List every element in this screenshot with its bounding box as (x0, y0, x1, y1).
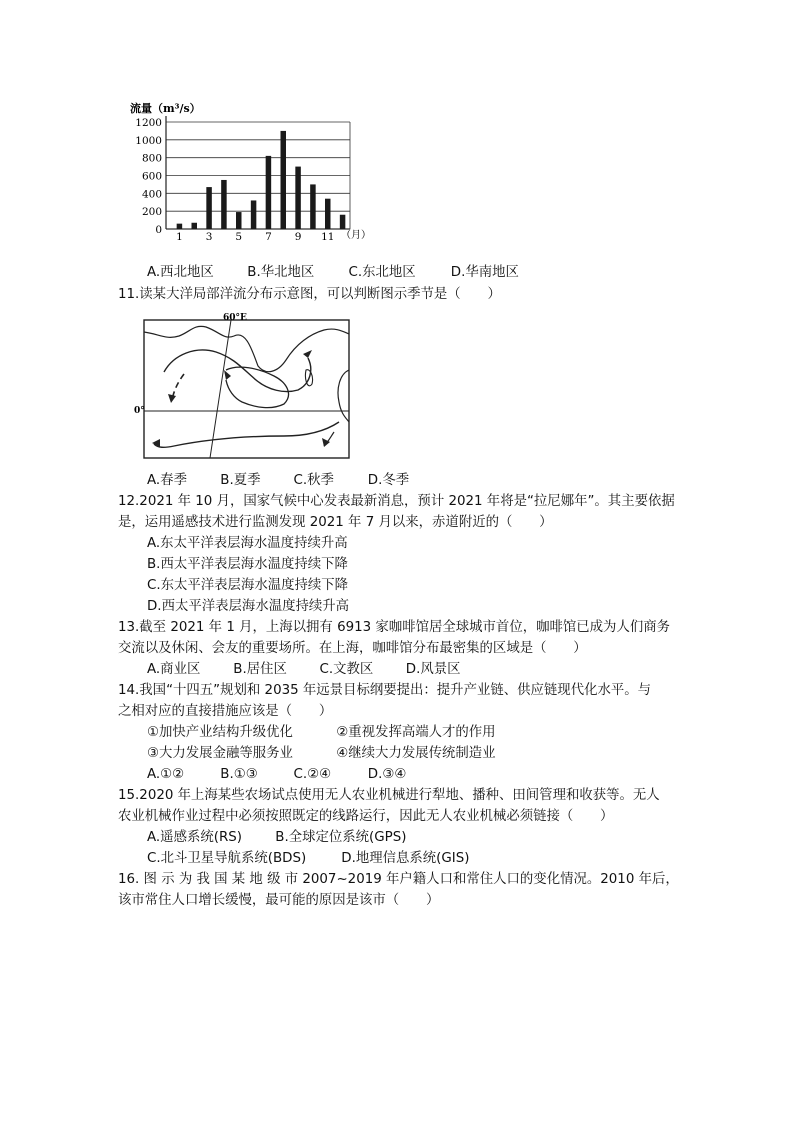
q10-option-b[interactable]: B.华北地区 (247, 265, 315, 280)
q16-stem-line2: 该市常住人口增长缓慢，最可能的原因是该市（ ） (118, 893, 440, 908)
y-tick-label: 400 (141, 188, 162, 201)
x-tick-label: 7 (265, 231, 272, 243)
q14-items-row2 (147, 743, 496, 764)
q15-options-row1 (147, 827, 406, 848)
q14-item-3: ③大力发展金融等服务业 (147, 746, 293, 761)
q15-option-c[interactable]: C.北斗卫星导航系统(BDS) (147, 851, 307, 866)
q10-options (147, 262, 519, 283)
bar-month-11 (325, 199, 331, 229)
q15-option-d[interactable]: D.地理信息系统(GIS) (341, 851, 470, 866)
map-label-equator: 0° (134, 406, 145, 416)
q11-options (147, 470, 409, 491)
q14-item-4: ④继续大力发展传统制造业 (336, 746, 496, 761)
chart-xlabel: （月） (341, 230, 371, 241)
q10-option-d[interactable]: D.华南地区 (450, 265, 519, 280)
q12-option-d[interactable]: D.西太平洋表层海水温度持续升高 (147, 599, 350, 614)
q10-option-c[interactable]: C.东北地区 (348, 265, 416, 280)
y-tick-label: 1000 (135, 134, 162, 147)
q11-option-b[interactable]: B.夏季 (220, 473, 261, 488)
bar-month-4 (221, 180, 227, 229)
q12-option-a[interactable]: A.东太平洋表层海水温度持续升高 (147, 536, 348, 551)
q12-option-b[interactable]: B.西太平洋表层海水温度持续下降 (147, 557, 348, 572)
q14-item-1: ①加快产业结构升级优化 (147, 725, 293, 740)
q11-option-d[interactable]: D.冬季 (367, 473, 410, 488)
bar-month-9 (295, 167, 301, 229)
q14-stem-line2: 之相对应的直接措施应该是（ ） (118, 704, 333, 719)
q12-stem-line1: 12.2021 年 10 月，国家气候中心发表最新消息，预计 2021 年将是“拉尼娜年”。其主要依据 (118, 494, 675, 509)
q10-option-a[interactable]: A.西北地区 (147, 265, 214, 280)
bar-month-10 (310, 184, 316, 229)
q15-options-row2 (147, 848, 469, 869)
q11-option-a[interactable]: A.春季 (147, 473, 187, 488)
y-tick-label: 800 (141, 152, 162, 165)
q14-option-c[interactable]: C.②④ (293, 767, 332, 782)
ocean-current-map (134, 310, 354, 465)
bar-month-5 (236, 212, 242, 229)
bar-month-6 (251, 200, 257, 229)
x-tick-label: 9 (294, 231, 302, 243)
q15-stem-line2: 农业机械作业过程中必须按照既定的线路运行，因此无人农业机械必须链接（ ） (118, 809, 614, 824)
q13-stem-line1: 13.截至 2021 年 1 月，上海以拥有 6913 家咖啡馆居全球城市首位，咖啡馆已成为人们商务 (118, 620, 671, 635)
x-tick-label: 5 (235, 231, 243, 243)
q14-options (147, 764, 406, 785)
q15-stem-line1: 15.2020 年上海某些农场试点使用无人农业机械进行犁地、播种、田间管理和收获等。无人 (118, 788, 660, 803)
q14-option-a[interactable]: A.①② (147, 767, 185, 782)
q14-stem-line1: 14.我国“十四五”规划和 2035 年远景目标纲要提出：提升产业链、供应链现代化水平。与 (118, 683, 652, 698)
q14-item-2: ②重视发挥高端人才的作用 (336, 725, 496, 740)
x-tick-label: 1 (176, 231, 183, 243)
flow-bar-chart (130, 98, 380, 248)
y-tick-label: 0 (155, 224, 162, 236)
q14-option-b[interactable]: B.①③ (220, 767, 258, 782)
bar-month-7 (266, 156, 272, 229)
q15-option-b[interactable]: B.全球定位系统(GPS) (275, 830, 407, 845)
q14-option-d[interactable]: D.③④ (367, 767, 407, 782)
y-tick-label: 1200 (135, 117, 162, 129)
q13-stem-line2: 交流以及休闲、会友的重要场所。在上海，咖啡馆分布最密集的区域是（ ） (118, 641, 587, 656)
q11-option-c[interactable]: C.秋季 (293, 473, 334, 488)
q13-option-d[interactable]: D.风景区 (405, 662, 461, 677)
q12-stem-line2: 是，运用遥感技术进行监测发现 2021 年 7 月以来，赤道附近的（ ） (118, 515, 553, 530)
bar-month-3 (206, 187, 212, 229)
x-tick-label: 11 (321, 231, 335, 243)
bar-month-8 (281, 131, 287, 229)
q15-option-a[interactable]: A.遥感系统(RS) (147, 830, 242, 845)
y-tick-label: 200 (141, 206, 162, 219)
q12-option-c[interactable]: C.东太平洋表层海水温度持续下降 (147, 578, 349, 593)
q13-option-c[interactable]: C.文教区 (319, 662, 374, 677)
map-label-lon: 60°E (223, 313, 247, 323)
q16-stem-line1: 16. 图 示 为 我 国 某 地 级 市 2007~2019 年户籍人口和常住人口的变化情况。2010 年后， (118, 872, 679, 887)
q14-items-row1 (147, 722, 496, 743)
y-tick-label: 600 (141, 170, 162, 183)
bar-month-12 (340, 215, 346, 229)
x-tick-label: 3 (205, 231, 213, 243)
chart-ylabel: 流量（m³/s） (130, 102, 201, 115)
q13-option-b[interactable]: B.居住区 (233, 662, 287, 677)
q13-options (147, 659, 461, 680)
q13-option-a[interactable]: A.商业区 (147, 662, 201, 677)
bar-month-1 (177, 224, 183, 229)
bar-month-2 (192, 223, 198, 229)
q11-stem: 11.读某大洋局部洋流分布示意图，可以判断图示季节是（ ） (118, 287, 501, 302)
